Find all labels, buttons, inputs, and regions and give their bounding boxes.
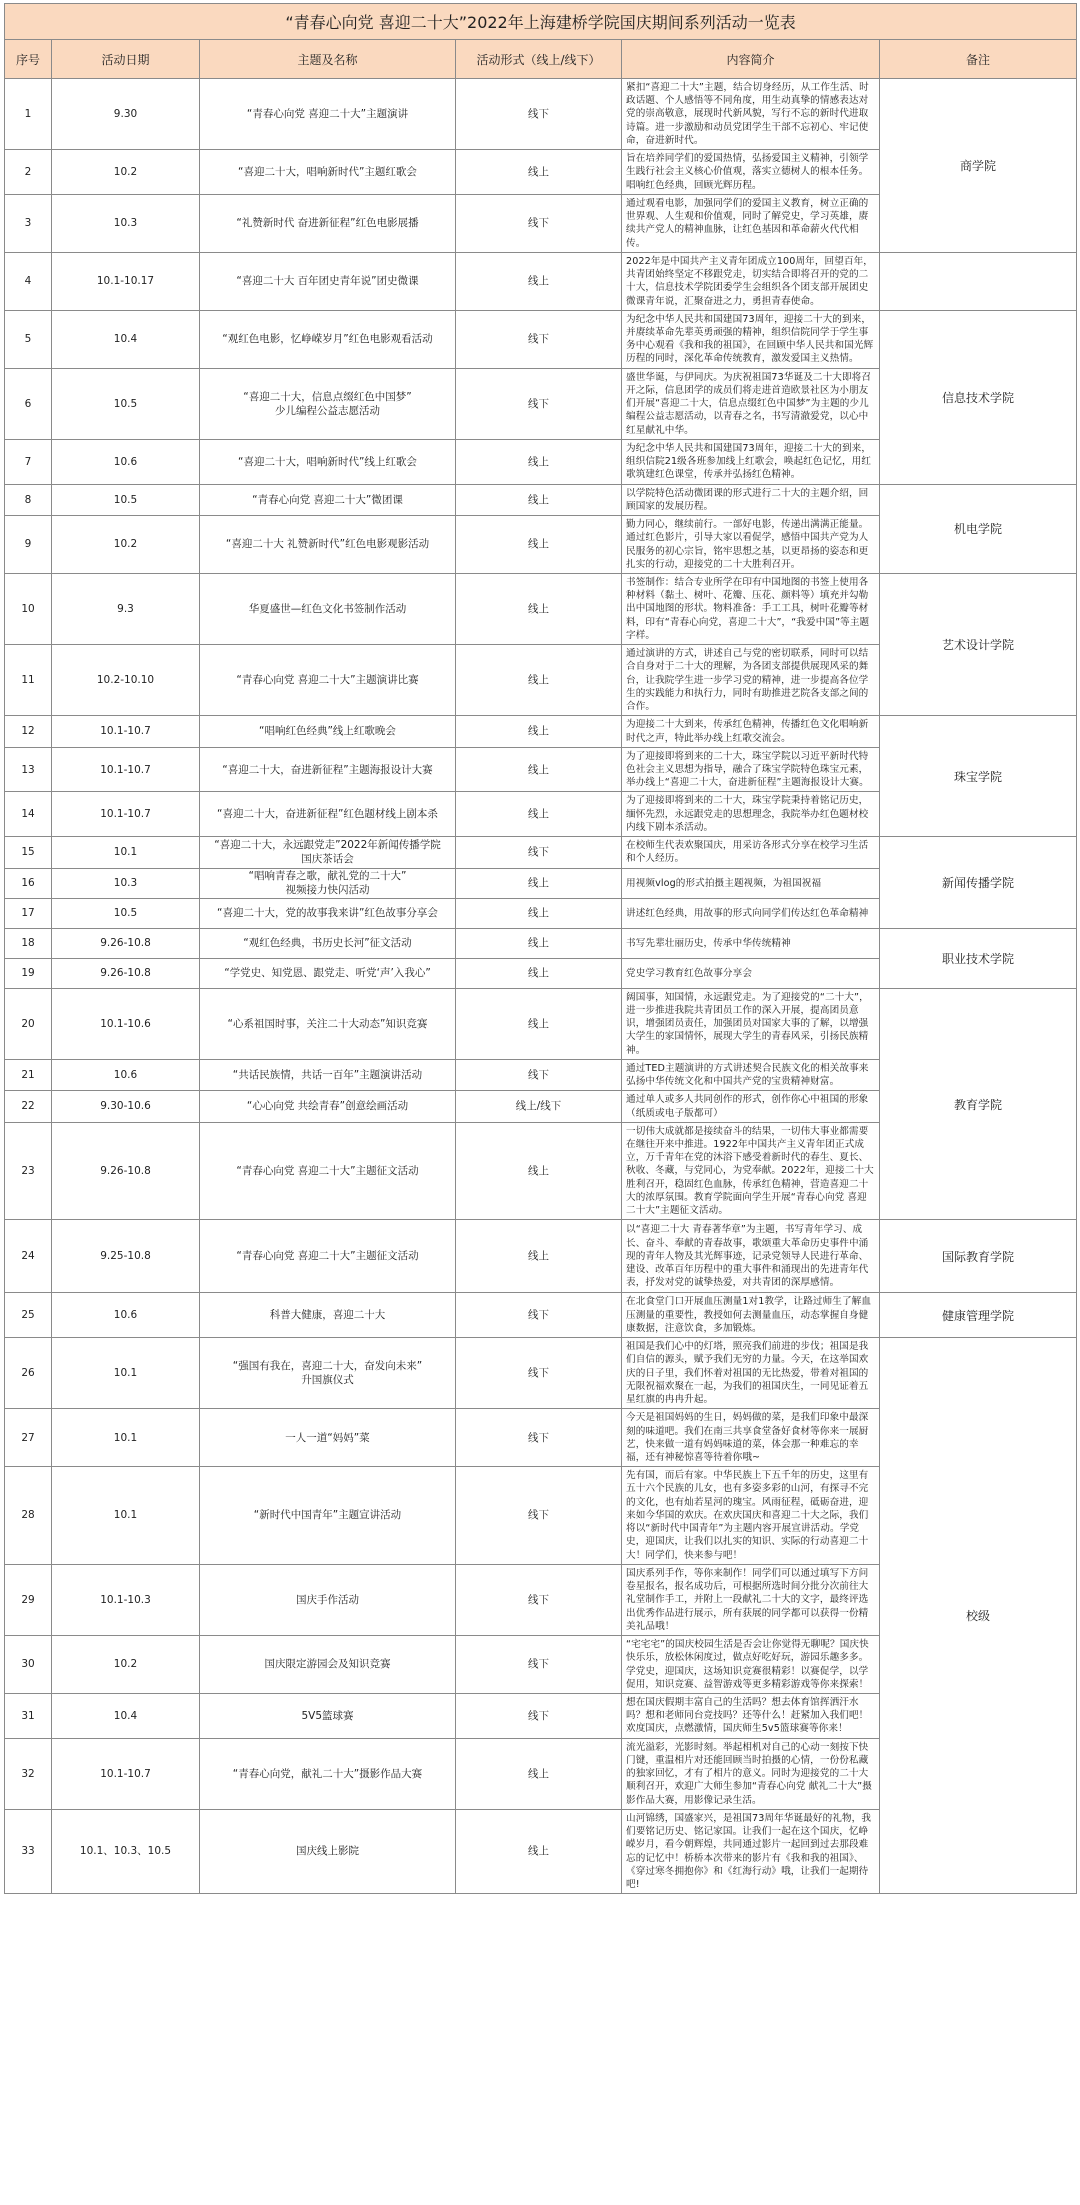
row-date: 10.1 — [52, 1409, 200, 1467]
row-description: 用视频vlog的形式拍摄主题视频，为祖国祝福 — [622, 868, 880, 898]
row-form: 线下 — [456, 368, 622, 439]
row-number: 31 — [5, 1693, 52, 1738]
row-form: 线上 — [456, 898, 622, 928]
row-name: “礼赞新时代 奋进新征程”红色电影展播 — [200, 194, 456, 252]
row-name: 一人一道“妈妈”菜 — [200, 1409, 456, 1467]
row-number: 26 — [5, 1338, 52, 1409]
row-date: 10.2 — [52, 516, 200, 574]
row-remark: 教育学院 — [880, 988, 1077, 1220]
row-form: 线上 — [456, 252, 622, 310]
table-row — [5, 573, 1077, 644]
row-name: 国庆手作活动 — [200, 1564, 456, 1635]
row-date: 9.26-10.8 — [52, 1122, 200, 1220]
row-description: 讲述红色经典，用故事的形式向同学们传达红色革命精神 — [622, 898, 880, 928]
row-remark: 商学院 — [880, 79, 1077, 253]
row-number: 4 — [5, 252, 52, 310]
row-form: 线下 — [456, 1409, 622, 1467]
row-description: 想在国庆假期丰富自己的生活吗？想去体育馆挥洒汗水吗？想和老师同台竞技吗？还等什么！赶紧加入我们吧！欢度国庆，点燃激情，国庆师生5v5篮球赛等你来！ — [622, 1693, 880, 1738]
row-date: 10.6 — [52, 1059, 200, 1090]
row-description: 旨在培养同学们的爱国热情，弘扬爱国主义精神，引领学生践行社会主义核心价值观，落实立德树人的根本任务。唱响红色经典，回顾光辉历程。 — [622, 150, 880, 195]
row-date: 10.2 — [52, 150, 200, 195]
row-form: 线上 — [456, 958, 622, 988]
row-name: “唱响青春之歌，献礼党的二十大” 视频接力快闪活动 — [200, 868, 456, 898]
row-form: 线下 — [456, 79, 622, 150]
row-number: 33 — [5, 1809, 52, 1893]
row-description: 为了迎接即将到来的二十大，珠宝学院秉持着铭记历史，缅怀先烈，永远跟党走的思想理念，我院举办红色题材校内线下剧本杀活动。 — [622, 792, 880, 837]
header-remark: 备注 — [880, 40, 1077, 79]
row-remark: 艺术设计学院 — [880, 573, 1077, 715]
row-form: 线上 — [456, 792, 622, 837]
row-description: 书签制作：结合专业所学在印有中国地图的书签上使用各种材料（黏土、树叶、花瓣、压花、颜料等）填充并勾勒出中国地图的形状。物料准备：手工工具，树叶花瓣等材料，印有“青春心向党，喜迎二十大”，“我爱中国”等主题字样。 — [622, 573, 880, 644]
row-date: 10.2-10.10 — [52, 645, 200, 716]
row-name: “强国有我在，喜迎二十大，奋发向未来” 升国旗仪式 — [200, 1338, 456, 1409]
row-number: 5 — [5, 310, 52, 368]
row-number: 2 — [5, 150, 52, 195]
row-number: 23 — [5, 1122, 52, 1220]
row-remark: 健康管理学院 — [880, 1293, 1077, 1338]
row-remark: 信息技术学院 — [880, 310, 1077, 484]
row-date: 10.5 — [52, 368, 200, 439]
row-form: 线上 — [456, 573, 622, 644]
row-description: 通过演讲的方式，讲述自己与党的密切联系，同时可以结合自身对于二十大的理解，为各团支部提供展现风采的舞台，让我院学生进一步学习党的精神，进一步提高各位学生的实践能力和执行力，同时有助推进艺院各支部之间的合作。 — [622, 645, 880, 716]
row-date: 10.1-10.7 — [52, 1738, 200, 1809]
row-number: 14 — [5, 792, 52, 837]
table-row — [5, 79, 1077, 150]
table-row — [5, 1293, 1077, 1338]
table-row — [5, 837, 1077, 868]
row-form: 线下 — [456, 194, 622, 252]
row-form: 线上 — [456, 645, 622, 716]
row-date: 10.2 — [52, 1636, 200, 1694]
row-description: 在校师生代表欢聚国庆，用采访各形式分享在校学习生活和个人经历。 — [622, 837, 880, 868]
header-row — [5, 40, 1077, 79]
activity-table-container — [4, 3, 1076, 1894]
row-number: 25 — [5, 1293, 52, 1338]
row-form: 线上 — [456, 150, 622, 195]
row-name: “青春心向党 喜迎二十大”微团课 — [200, 484, 456, 515]
row-name: “青春心向党 喜迎二十大”主题演讲比赛 — [200, 645, 456, 716]
row-form: 线上 — [456, 988, 622, 1059]
row-remark: 国际教育学院 — [880, 1220, 1077, 1293]
header-date: 活动日期 — [52, 40, 200, 79]
row-number: 24 — [5, 1220, 52, 1293]
row-number: 3 — [5, 194, 52, 252]
row-remark: 珠宝学院 — [880, 716, 1077, 837]
row-form: 线上 — [456, 747, 622, 792]
row-form: 线下 — [456, 1293, 622, 1338]
row-number: 17 — [5, 898, 52, 928]
row-form: 线上 — [456, 928, 622, 958]
row-date: 9.26-10.8 — [52, 958, 200, 988]
row-description: 为了迎接即将到来的二十大，珠宝学院以习近平新时代特色社会主义思想为指导，融合了珠宝学院特色珠宝元素，举办线上“喜迎二十大，奋进新征程”主题海报设计大赛。 — [622, 747, 880, 792]
header-no: 序号 — [5, 40, 52, 79]
row-name: “喜迎二十大，永远跟党走”2022年新闻传播学院 国庆茶话会 — [200, 837, 456, 868]
row-name: “喜迎二十大，奋进新征程”红色题材线上剧本杀 — [200, 792, 456, 837]
table-row — [5, 716, 1077, 747]
row-name: 5V5篮球赛 — [200, 1693, 456, 1738]
row-form: 线上/线下 — [456, 1091, 622, 1122]
row-description: 党史学习教育红色故事分享会 — [622, 958, 880, 988]
row-name: “喜迎二十大 礼赞新时代”红色电影观影活动 — [200, 516, 456, 574]
row-description: 以“喜迎二十大 青春著华章”为主题，书写青年学习、成长、奋斗、奉献的青春故事，歌颂重大革命历史事件中涌现的青年人物及其光辉事迹，记录党领导人民进行革命、建设、改革百年历程中的重大事件和涌现出的先进青年代表，抒发对党的诚挚热爱，对共青团的深厚感情。 — [622, 1220, 880, 1293]
row-description: 先有国，而后有家。中华民族上下五千年的历史，这里有五十六个民族的儿女，也有多姿多彩的山河，有探寻不完的文化，也有灿若星河的瑰宝。风雨征程，砥砺奋进，迎来如今华国的欢庆。在欢庆国庆和喜迎二十大之际，我们将以“新时代中国青年”为主题内容开展宣讲活动。学党史，迎国庆，让我们以扎实的知识、实际的行动喜迎二十大！同学们，快来参与吧！ — [622, 1467, 880, 1565]
row-number: 10 — [5, 573, 52, 644]
row-number: 9 — [5, 516, 52, 574]
row-description: 2022年是中国共产主义青年团成立100周年，回望百年，共青团始终坚定不移跟党走，切实结合即将召开的党的二十大，信息技术学院团委学生会组织各个团支部开展团史微课青年说，汇聚奋进之力，勇担青春使命。 — [622, 252, 880, 310]
row-form: 线下 — [456, 1338, 622, 1409]
table-row — [5, 1220, 1077, 1293]
row-number: 20 — [5, 988, 52, 1059]
table-row — [5, 252, 1077, 310]
row-description: 紧扣“喜迎二十大”主题，结合切身经历，从工作生活、时政话题、个人感悟等不同角度，用生动真挚的情感表达对党的崇高敬意，展现时代新风貌，写行不忘的新时代进取诗篇。进一步激励和动员党团学生干部不忘初心、牢记使命，奋进新时代。 — [622, 79, 880, 150]
row-name: “喜迎二十大，奋进新征程”主题海报设计大赛 — [200, 747, 456, 792]
row-description: 山河锦绣，国盛家兴，是祖国73周年华诞最好的礼物，我们要铭记历史、铭记家国。让我们一起在这个国庆，忆峥嵘岁月，看今朝辉煌，共同通过影片一起回到过去那段难忘的记忆中！桥桥本次带来的影片有《我和我的祖国》、《穿过寒冬拥抱你》和《红海行动》哦，让我们一起期待吧! — [622, 1809, 880, 1893]
row-description: 勤力同心，继续前行。一部好电影，传递出满满正能量。通过红色影片，引导大家以看促学，感悟中国共产党为人民服务的初心宗旨，铭牢思想之基，以更昂扬的姿态和更扎实的行动，迎接党的二十大胜利召开。 — [622, 516, 880, 574]
row-name: “青春心向党 喜迎二十大”主题征文活动 — [200, 1220, 456, 1293]
row-date: 10.1-10.3 — [52, 1564, 200, 1635]
row-form: 线下 — [456, 1636, 622, 1694]
row-form: 线下 — [456, 1467, 622, 1565]
row-description: 为纪念中华人民共和国建国73周年，迎接二十大的到来，组织信院21级各班参加线上红歌会，唤起红色记忆，用红歌筑建红色课堂，传承并弘扬红色精神。 — [622, 439, 880, 484]
row-form: 线下 — [456, 1693, 622, 1738]
row-description: 以学院特色活动微团课的形式进行二十大的主题介绍，回顾国家的发展历程。 — [622, 484, 880, 515]
row-date: 10.1-10.17 — [52, 252, 200, 310]
header-theme-name: 主题及名称 — [200, 40, 456, 79]
row-date: 9.30 — [52, 79, 200, 150]
row-date: 9.25-10.8 — [52, 1220, 200, 1293]
row-name: “青春心向党 喜迎二十大”主题征文活动 — [200, 1122, 456, 1220]
row-date: 10.5 — [52, 898, 200, 928]
row-description: 通过TED主题演讲的方式讲述契合民族文化的相关故事来弘扬中华传统文化和中国共产党的宝贵精神财富。 — [622, 1059, 880, 1090]
row-date: 10.3 — [52, 194, 200, 252]
row-name: “观红色电影，忆峥嵘岁月”红色电影观看活动 — [200, 310, 456, 368]
row-number: 8 — [5, 484, 52, 515]
row-description: 为迎接二十大到来，传承红色精神，传播红色文化唱响新时代之声，特此举办线上红歌交流会。 — [622, 716, 880, 747]
row-remark — [880, 252, 1077, 310]
row-date: 10.1 — [52, 1338, 200, 1409]
row-form: 线下 — [456, 310, 622, 368]
row-form: 线下 — [456, 1059, 622, 1090]
row-name: 国庆线上影院 — [200, 1809, 456, 1893]
row-date: 10.1-10.7 — [52, 792, 200, 837]
row-number: 29 — [5, 1564, 52, 1635]
row-date: 10.1 — [52, 1467, 200, 1565]
row-form: 线上 — [456, 868, 622, 898]
row-number: 19 — [5, 958, 52, 988]
row-name: “心系祖国时事，关注二十大动态”知识竞赛 — [200, 988, 456, 1059]
row-number: 22 — [5, 1091, 52, 1122]
row-form: 线下 — [456, 837, 622, 868]
row-number: 15 — [5, 837, 52, 868]
row-name: 华夏盛世—红色文化书签制作活动 — [200, 573, 456, 644]
row-form: 线上 — [456, 516, 622, 574]
row-number: 7 — [5, 439, 52, 484]
row-name: 国庆限定游园会及知识竞赛 — [200, 1636, 456, 1694]
row-description: 阔国事，知国情，永远跟党走。为了迎接党的“二十大”，进一步推进我院共青团员工作的深入开展，提高团员意识，增强团员责任，加强团员对国家大事的了解，以增强大学生的家国情怀，展现大学生的青春风采，引扬民族精神。 — [622, 988, 880, 1059]
row-name: “喜迎二十大，唱响新时代”主题红歌会 — [200, 150, 456, 195]
row-name: “喜迎二十大，信息点缀红色中国梦” 少儿编程公益志愿活动 — [200, 368, 456, 439]
row-date: 10.4 — [52, 310, 200, 368]
row-remark: 职业技术学院 — [880, 928, 1077, 988]
row-number: 1 — [5, 79, 52, 150]
table-row — [5, 988, 1077, 1059]
row-name: “共话民族情，共话一百年”主题演讲活动 — [200, 1059, 456, 1090]
row-number: 28 — [5, 1467, 52, 1565]
row-form: 线上 — [456, 716, 622, 747]
row-date: 10.1-10.7 — [52, 716, 200, 747]
table-row — [5, 1338, 1077, 1409]
row-name: “青春心向党，献礼二十大”摄影作品大赛 — [200, 1738, 456, 1809]
row-form: 线上 — [456, 1809, 622, 1893]
row-date: 10.5 — [52, 484, 200, 515]
row-name: “唱响红色经典”线上红歌晚会 — [200, 716, 456, 747]
row-number: 12 — [5, 716, 52, 747]
row-number: 16 — [5, 868, 52, 898]
row-remark: 新闻传播学院 — [880, 837, 1077, 928]
row-description: 通过单人或多人共同创作的形式，创作你心中祖国的形象（纸质或电子版都可） — [622, 1091, 880, 1122]
row-date: 9.30-10.6 — [52, 1091, 200, 1122]
header-description: 内容简介 — [622, 40, 880, 79]
row-name: “学党史、知党恩、跟党走、听党‘声’入我心” — [200, 958, 456, 988]
row-remark: 机电学院 — [880, 484, 1077, 573]
row-name: “喜迎二十大，党的故事我来讲”红色故事分享会 — [200, 898, 456, 928]
row-description: 国庆系列手作，等你来制作！同学们可以通过填写下方问卷星报名，报名成功后，可根据所选时间分批分次前往大礼堂制作手工，并附上一段献礼二十大的文字，最终评选出优秀作品进行展示，所有获展的同学都可以获得一份精美礼品哦！ — [622, 1564, 880, 1635]
row-date: 10.1 — [52, 837, 200, 868]
row-name: “青春心向党 喜迎二十大”主题演讲 — [200, 79, 456, 150]
row-date: 10.6 — [52, 439, 200, 484]
row-date: 10.3 — [52, 868, 200, 898]
table-row — [5, 310, 1077, 368]
activity-table — [4, 3, 1077, 1894]
row-form: 线上 — [456, 484, 622, 515]
row-form: 线上 — [456, 439, 622, 484]
row-date: 10.1-10.7 — [52, 747, 200, 792]
row-number: 27 — [5, 1409, 52, 1467]
row-name: “心心向党 共绘青春”创意绘画活动 — [200, 1091, 456, 1122]
table-title: “青春心向党 喜迎二十大”2022年上海建桥学院国庆期间系列活动一览表 — [5, 4, 1077, 40]
row-name: “喜迎二十大，唱响新时代”线上红歌会 — [200, 439, 456, 484]
row-description: 通过观看电影，加强同学们的爱国主义教育，树立正确的世界观、人生观和价值观，同时了解党史，学习英雄，赓续共产党人的精神血脉，让红色基因和革命薪火代代相传。 — [622, 194, 880, 252]
row-name: “观红色经典，书历史长河”征文活动 — [200, 928, 456, 958]
row-number: 11 — [5, 645, 52, 716]
row-number: 6 — [5, 368, 52, 439]
row-date: 10.4 — [52, 1693, 200, 1738]
row-number: 13 — [5, 747, 52, 792]
row-description: 一切伟大成就都是接续奋斗的结果，一切伟大事业都需要在继往开来中推进。1922年中国共产主义青年团正式成立，万千青年在党的沐浴下感受着新时代的春生、夏长、秋收、冬藏，与党同心，为党奉献。2022年，迎接二十大胜利召开，稳固红色血脉，传承红色精神，营造喜迎二十大的浓厚氛围。教育学院面向学生开展“青春心向党 喜迎二十大”主题征文活动。 — [622, 1122, 880, 1220]
table-row — [5, 484, 1077, 515]
row-name: “新时代中国青年”主题宣讲活动 — [200, 1467, 456, 1565]
row-description: 今天是祖国妈妈的生日，妈妈做的菜，是我们印象中最深刻的味道吧。我们在南三共享食堂备好食材等你来一展厨艺，快来做一道有妈妈味道的菜，体会那一种难忘的幸福，还有神秘惊喜等待着你哦~ — [622, 1409, 880, 1467]
row-date: 9.3 — [52, 573, 200, 644]
row-date: 10.1、10.3、10.5 — [52, 1809, 200, 1893]
row-date: 10.1-10.6 — [52, 988, 200, 1059]
table-row — [5, 928, 1077, 958]
row-number: 21 — [5, 1059, 52, 1090]
row-description: 在北食堂门口开展血压测量1对1教学，让路过师生了解血压测量的重要性，教授如何去测量血压，动态掌握自身健康数据，注意饮食，多加锻炼。 — [622, 1293, 880, 1338]
row-form: 线上 — [456, 1738, 622, 1809]
row-date: 10.6 — [52, 1293, 200, 1338]
row-number: 18 — [5, 928, 52, 958]
row-form: 线上 — [456, 1122, 622, 1220]
row-description: 祖国是我们心中的灯塔，照亮我们前进的步伐；祖国是我们自信的源头，赋予我们无穷的力量。今天，在这举国欢庆的日子里，我们怀着对祖国的无比热爱，带着对祖国的无限祝福欢聚在一起，为我们的祖国庆生，一同见证着五星红旗的冉冉升起。 — [622, 1338, 880, 1409]
row-description: 流光溢彩，光影时刻。举起相机对自己的心动一刻按下快门键，重温相片对还能回顾当时拍摄的心情，一份份私藏的独家回忆，才有了相片的意义。同时为迎接党的二十大顺利召开，欢迎广大师生参加“青春心向党 献礼二十大”摄影作品大赛，用影像记录生活。 — [622, 1738, 880, 1809]
header-form: 活动形式（线上/线下） — [456, 40, 622, 79]
row-name: 科普大健康，喜迎二十大 — [200, 1293, 456, 1338]
row-description: “宅宅宅”的国庆校园生活是否会让你觉得无聊呢？国庆快快乐乐，放松休闲度过，做点好吃好玩，游园乐趣多多。学党史，迎国庆，这场知识竞赛很精彩！以赛促学，以学促用，知识竞赛、益智游戏等更多精彩游戏等你来探索！ — [622, 1636, 880, 1694]
row-description: 盛世华诞，与伊同庆。为庆祝祖国73华诞及二十大即将召开之际，信息团学的成员们将走进首造欧景社区为小朋友们开展“喜迎二十大，信息点缀红色中国梦”为主题的少儿编程公益志愿活动，以青春之名，书写清澈爱党，以心中红星献礼中华。 — [622, 368, 880, 439]
row-form: 线上 — [456, 1220, 622, 1293]
row-remark: 校级 — [880, 1338, 1077, 1894]
row-form: 线下 — [456, 1564, 622, 1635]
row-description: 书写先辈壮丽历史，传承中华传统精神 — [622, 928, 880, 958]
row-number: 30 — [5, 1636, 52, 1694]
row-date: 9.26-10.8 — [52, 928, 200, 958]
row-description: 为纪念中华人民共和国建国73周年，迎接二十大的到来，并赓续革命先辈英勇顽强的精神，组织信院同学于学生事务中心观看《我和我的祖国》，在回顾中华人民共和国光辉历程的同时，深化革命传统教育，激发爱国主义热情。 — [622, 310, 880, 368]
row-name: “喜迎二十大 百年团史青年说”团史微课 — [200, 252, 456, 310]
row-number: 32 — [5, 1738, 52, 1809]
